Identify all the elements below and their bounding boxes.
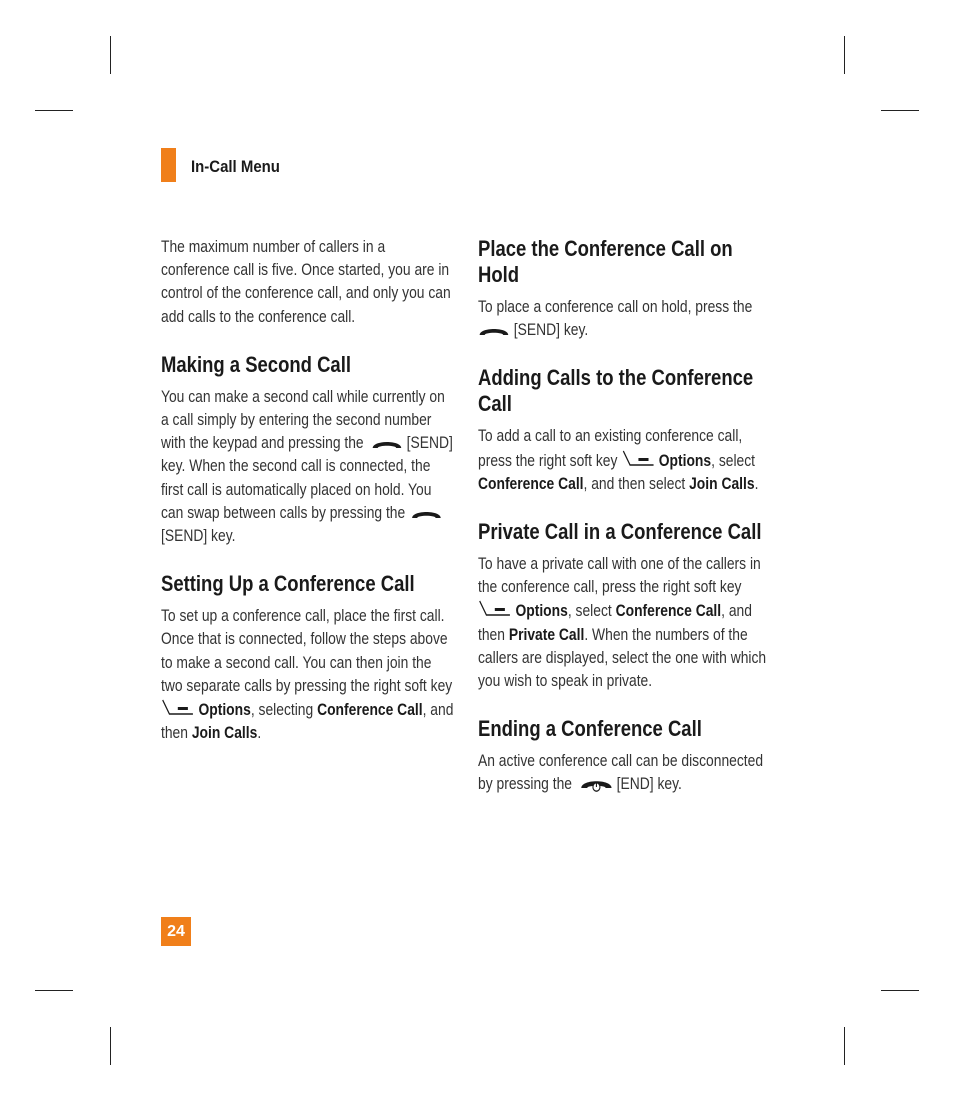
making-second-call-paragraph: You can make a second call while currently on a call simply by entering the second number with the keypad and pressing the [SEND] key. When the second call is connected, the first call is automatically placed on hold. You can swap between calls by pressing the [SEND] key. (161, 387, 453, 546)
crop-mark (110, 1027, 111, 1065)
setting-up-paragraph: To set up a conference call, place the first call. Once that is connected, follow the steps above to make a second call. You can then join the two separate calls by pressing the right soft key Options, selecting Conference Call, and then Join Calls. (161, 607, 454, 743)
crop-mark (35, 990, 73, 991)
crop-mark (881, 110, 919, 111)
crop-mark (844, 36, 845, 74)
right-soft-key-icon (478, 599, 512, 619)
right-column (478, 236, 773, 797)
crop-mark (844, 1027, 845, 1065)
section-accent-bar (161, 148, 176, 182)
private-call-paragraph: To have a private call with one of the callers in the conference call, press the right soft key Options, select Conference Call, and then Private Call. When the numbers of the callers are displayed, select the one with which you wish to speak in private. (478, 555, 767, 691)
left-column (161, 236, 456, 745)
end-key-icon (579, 776, 613, 792)
heading-making-second-call: Making a Second Call (161, 351, 351, 377)
heading-adding-calls: Adding Calls to the Conference Call (478, 365, 754, 417)
send-key-icon (371, 437, 403, 451)
section-title: In-Call Menu (191, 157, 280, 176)
place-on-hold-paragraph: To place a conference call on hold, press the [SEND] key. (478, 298, 753, 340)
heading-private-call: Private Call in a Conference Call (478, 519, 762, 545)
heading-setting-up-conference-call: Setting Up a Conference Call (161, 571, 415, 597)
crop-mark (110, 36, 111, 74)
intro-paragraph: The maximum number of callers in a conference call is five. Once started, you are in control of the conference call, and only you can add calls to the conference call. (161, 238, 451, 326)
ending-conference-paragraph: An active conference call can be disconnected by pressing the [END] key. (478, 752, 764, 794)
adding-calls-paragraph: To add a call to an existing conference call, press the right soft key Options, select Conference Call, and then select Join Calls. (478, 427, 759, 493)
page-number: 24 (161, 917, 191, 946)
send-key-icon (411, 507, 443, 521)
right-soft-key-icon (621, 449, 655, 469)
send-key-icon (478, 324, 510, 338)
right-soft-key-icon (161, 698, 195, 718)
crop-mark (881, 990, 919, 991)
crop-mark (35, 110, 73, 111)
heading-ending-conference-call: Ending a Conference Call (478, 716, 702, 742)
heading-place-on-hold: Place the Conference Call on Hold (478, 236, 733, 287)
